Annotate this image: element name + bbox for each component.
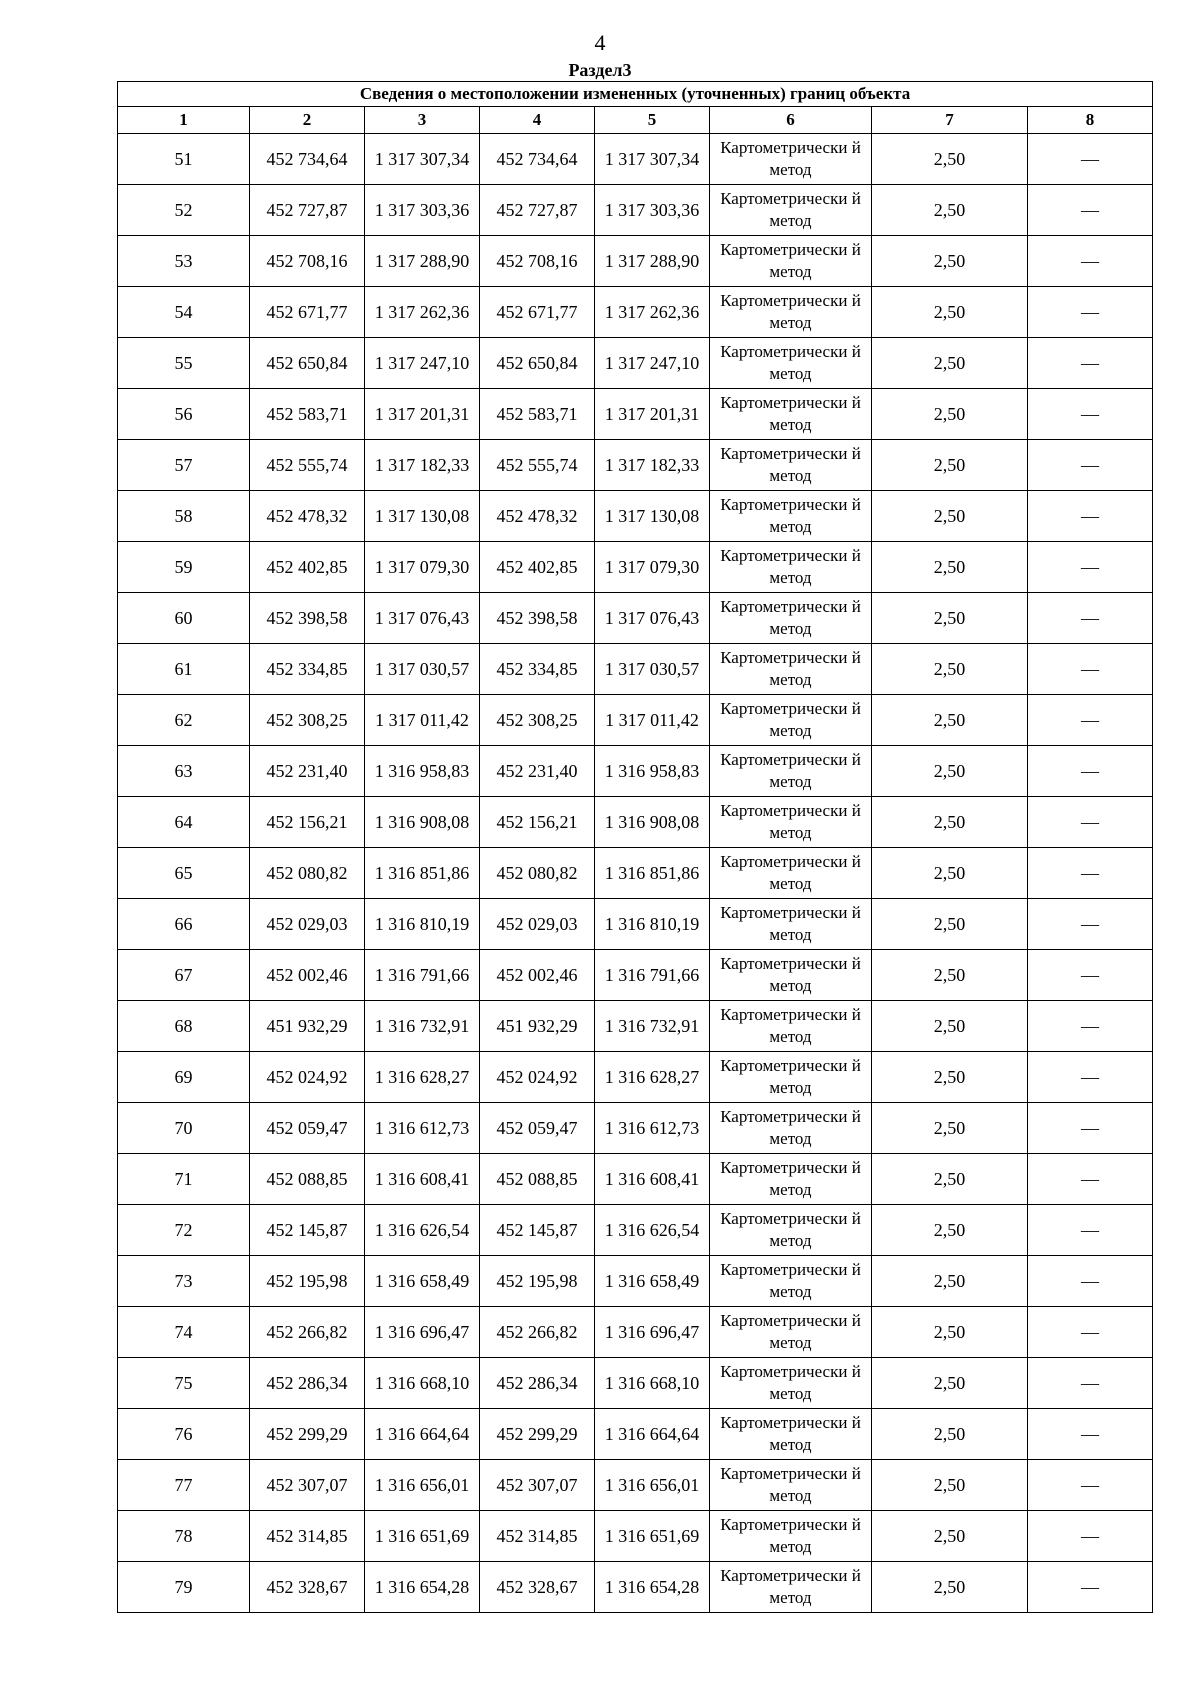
x-coordinate-cell: 452 024,92 [480,1052,595,1103]
accuracy-cell: 2,50 [872,644,1028,695]
x-coordinate-cell: 452 059,47 [480,1103,595,1154]
table-row [118,797,1153,848]
point-number-cell: 69 [118,1052,250,1103]
point-number-cell: 79 [118,1562,250,1613]
description-cell: — [1028,848,1153,899]
y-coordinate-cell: 1 317 030,57 [365,644,480,695]
y-coordinate-cell: 1 317 011,42 [365,695,480,746]
description-cell: — [1028,1511,1153,1562]
table-row [118,440,1153,491]
table-row [118,287,1153,338]
x-coordinate-cell: 452 299,29 [250,1409,365,1460]
description-cell: — [1028,1562,1153,1613]
description-cell: — [1028,1001,1153,1052]
y-coordinate-cell: 1 316 908,08 [595,797,710,848]
x-coordinate-cell: 452 314,85 [480,1511,595,1562]
accuracy-cell: 2,50 [872,1256,1028,1307]
accuracy-cell: 2,50 [872,338,1028,389]
accuracy-cell: 2,50 [872,1460,1028,1511]
x-coordinate-cell: 452 156,21 [250,797,365,848]
x-coordinate-cell: 452 231,40 [250,746,365,797]
point-number-cell: 78 [118,1511,250,1562]
point-number-cell: 70 [118,1103,250,1154]
description-cell: — [1028,542,1153,593]
y-coordinate-cell: 1 317 201,31 [595,389,710,440]
y-coordinate-cell: 1 316 626,54 [365,1205,480,1256]
description-cell: — [1028,746,1153,797]
table-row [118,1154,1153,1205]
method-cell: Картометрически й метод [710,236,872,287]
column-number-header: 2 [250,107,365,134]
point-number-cell: 54 [118,287,250,338]
y-coordinate-cell: 1 317 076,43 [595,593,710,644]
method-cell: Картометрически й метод [710,950,872,1001]
accuracy-cell: 2,50 [872,1103,1028,1154]
method-cell: Картометрически й метод [710,440,872,491]
method-cell: Картометрически й метод [710,1307,872,1358]
point-number-cell: 57 [118,440,250,491]
table-row [118,695,1153,746]
y-coordinate-cell: 1 316 851,86 [595,848,710,899]
x-coordinate-cell: 451 932,29 [480,1001,595,1052]
table-row [118,1205,1153,1256]
y-coordinate-cell: 1 316 612,73 [595,1103,710,1154]
table-row [118,950,1153,1001]
table-row [118,1307,1153,1358]
x-coordinate-cell: 452 398,58 [480,593,595,644]
point-number-cell: 58 [118,491,250,542]
method-cell: Картометрически й метод [710,1358,872,1409]
point-number-cell: 61 [118,644,250,695]
y-coordinate-cell: 1 317 130,08 [365,491,480,542]
column-number-header: 7 [872,107,1028,134]
x-coordinate-cell: 452 024,92 [250,1052,365,1103]
column-number-header: 6 [710,107,872,134]
table-row [118,1052,1153,1103]
accuracy-cell: 2,50 [872,134,1028,185]
x-coordinate-cell: 452 195,98 [250,1256,365,1307]
y-coordinate-cell: 1 317 307,34 [595,134,710,185]
x-coordinate-cell: 452 080,82 [250,848,365,899]
accuracy-cell: 2,50 [872,1511,1028,1562]
x-coordinate-cell: 452 307,07 [250,1460,365,1511]
x-coordinate-cell: 452 145,87 [480,1205,595,1256]
section-title: Раздел3 [568,60,632,80]
x-coordinate-cell: 452 555,74 [250,440,365,491]
method-cell: Картометрически й метод [710,695,872,746]
method-cell: Картометрически й метод [710,899,872,950]
y-coordinate-cell: 1 317 288,90 [365,236,480,287]
accuracy-cell: 2,50 [872,1562,1028,1613]
accuracy-cell: 2,50 [872,287,1028,338]
table-row [118,848,1153,899]
accuracy-cell: 2,50 [872,746,1028,797]
column-number-header: 5 [595,107,710,134]
y-coordinate-cell: 1 316 658,49 [365,1256,480,1307]
y-coordinate-cell: 1 317 079,30 [595,542,710,593]
y-coordinate-cell: 1 317 011,42 [595,695,710,746]
x-coordinate-cell: 452 299,29 [480,1409,595,1460]
y-coordinate-cell: 1 316 958,83 [365,746,480,797]
description-cell: — [1028,950,1153,1001]
method-cell: Картометрически й метод [710,1562,872,1613]
x-coordinate-cell: 452 314,85 [250,1511,365,1562]
column-number-header: 1 [118,107,250,134]
method-cell: Картометрически й метод [710,1460,872,1511]
table-row [118,1562,1153,1613]
description-cell: — [1028,1205,1153,1256]
y-coordinate-cell: 1 316 791,66 [595,950,710,1001]
y-coordinate-cell: 1 317 262,36 [595,287,710,338]
method-cell: Картометрически й метод [710,1205,872,1256]
table-row [118,1001,1153,1052]
y-coordinate-cell: 1 317 030,57 [595,644,710,695]
table-row [118,1358,1153,1409]
y-coordinate-cell: 1 316 696,47 [595,1307,710,1358]
x-coordinate-cell: 452 708,16 [250,236,365,287]
point-number-cell: 71 [118,1154,250,1205]
y-coordinate-cell: 1 316 654,28 [365,1562,480,1613]
description-cell: — [1028,491,1153,542]
x-coordinate-cell: 452 734,64 [480,134,595,185]
description-cell: — [1028,1103,1153,1154]
accuracy-cell: 2,50 [872,1154,1028,1205]
x-coordinate-cell: 452 334,85 [250,644,365,695]
x-coordinate-cell: 452 671,77 [250,287,365,338]
table-row [118,593,1153,644]
y-coordinate-cell: 1 316 608,41 [595,1154,710,1205]
y-coordinate-cell: 1 316 612,73 [365,1103,480,1154]
y-coordinate-cell: 1 317 262,36 [365,287,480,338]
description-cell: — [1028,389,1153,440]
column-number-header: 4 [480,107,595,134]
description-cell: — [1028,338,1153,389]
y-coordinate-cell: 1 316 732,91 [595,1001,710,1052]
y-coordinate-cell: 1 316 658,49 [595,1256,710,1307]
description-cell: — [1028,899,1153,950]
accuracy-cell: 2,50 [872,440,1028,491]
description-cell: — [1028,1409,1153,1460]
y-coordinate-cell: 1 316 651,69 [595,1511,710,1562]
point-number-cell: 59 [118,542,250,593]
accuracy-cell: 2,50 [872,1052,1028,1103]
method-cell: Картометрически й метод [710,593,872,644]
accuracy-cell: 2,50 [872,1001,1028,1052]
point-number-cell: 74 [118,1307,250,1358]
method-cell: Картометрически й метод [710,1256,872,1307]
table-row [118,134,1153,185]
point-number-cell: 67 [118,950,250,1001]
y-coordinate-cell: 1 316 810,19 [365,899,480,950]
method-cell: Картометрически й метод [710,1103,872,1154]
x-coordinate-cell: 452 231,40 [480,746,595,797]
x-coordinate-cell: 452 059,47 [250,1103,365,1154]
method-cell: Картометрически й метод [710,644,872,695]
table-row [118,899,1153,950]
x-coordinate-cell: 452 734,64 [250,134,365,185]
table-row [118,389,1153,440]
description-cell: — [1028,1307,1153,1358]
y-coordinate-cell: 1 316 908,08 [365,797,480,848]
accuracy-cell: 2,50 [872,542,1028,593]
x-coordinate-cell: 452 478,32 [250,491,365,542]
point-number-cell: 66 [118,899,250,950]
y-coordinate-cell: 1 317 079,30 [365,542,480,593]
point-number-cell: 75 [118,1358,250,1409]
x-coordinate-cell: 452 671,77 [480,287,595,338]
x-coordinate-cell: 452 080,82 [480,848,595,899]
description-cell: — [1028,593,1153,644]
point-number-cell: 63 [118,746,250,797]
point-number-cell: 72 [118,1205,250,1256]
x-coordinate-cell: 452 708,16 [480,236,595,287]
accuracy-cell: 2,50 [872,695,1028,746]
table-row [118,491,1153,542]
y-coordinate-cell: 1 317 288,90 [595,236,710,287]
point-number-cell: 60 [118,593,250,644]
x-coordinate-cell: 452 727,87 [250,185,365,236]
coordinates-table [117,81,1153,1613]
x-coordinate-cell: 452 286,34 [480,1358,595,1409]
point-number-cell: 65 [118,848,250,899]
x-coordinate-cell: 452 002,46 [250,950,365,1001]
table-row [118,1103,1153,1154]
y-coordinate-cell: 1 316 668,10 [365,1358,480,1409]
y-coordinate-cell: 1 316 664,64 [365,1409,480,1460]
x-coordinate-cell: 452 266,82 [480,1307,595,1358]
y-coordinate-cell: 1 317 247,10 [595,338,710,389]
y-coordinate-cell: 1 316 656,01 [365,1460,480,1511]
method-cell: Картометрически й метод [710,848,872,899]
description-cell: — [1028,185,1153,236]
y-coordinate-cell: 1 316 732,91 [365,1001,480,1052]
point-number-cell: 64 [118,797,250,848]
x-coordinate-cell: 452 308,25 [480,695,595,746]
table-row [118,1256,1153,1307]
method-cell: Картометрически й метод [710,491,872,542]
y-coordinate-cell: 1 316 654,28 [595,1562,710,1613]
y-coordinate-cell: 1 316 958,83 [595,746,710,797]
x-coordinate-cell: 452 156,21 [480,797,595,848]
description-cell: — [1028,1154,1153,1205]
y-coordinate-cell: 1 317 076,43 [365,593,480,644]
accuracy-cell: 2,50 [872,1205,1028,1256]
x-coordinate-cell: 452 478,32 [480,491,595,542]
y-coordinate-cell: 1 317 182,33 [365,440,480,491]
y-coordinate-cell: 1 317 182,33 [595,440,710,491]
method-cell: Картометрически й метод [710,542,872,593]
column-number-header: 8 [1028,107,1153,134]
y-coordinate-cell: 1 316 791,66 [365,950,480,1001]
y-coordinate-cell: 1 317 130,08 [595,491,710,542]
method-cell: Картометрически й метод [710,797,872,848]
description-cell: — [1028,797,1153,848]
point-number-cell: 51 [118,134,250,185]
accuracy-cell: 2,50 [872,1307,1028,1358]
accuracy-cell: 2,50 [872,848,1028,899]
table-caption: Сведения о местоположении измененных (уточненных) границ объекта [118,82,1153,107]
y-coordinate-cell: 1 316 668,10 [595,1358,710,1409]
x-coordinate-cell: 452 088,85 [250,1154,365,1205]
x-coordinate-cell: 452 145,87 [250,1205,365,1256]
description-cell: — [1028,644,1153,695]
x-coordinate-cell: 451 932,29 [250,1001,365,1052]
table-row [118,1511,1153,1562]
x-coordinate-cell: 452 555,74 [480,440,595,491]
x-coordinate-cell: 452 328,67 [480,1562,595,1613]
y-coordinate-cell: 1 316 656,01 [595,1460,710,1511]
table-body [118,134,1153,1613]
table-row [118,236,1153,287]
accuracy-cell: 2,50 [872,1409,1028,1460]
y-coordinate-cell: 1 316 664,64 [595,1409,710,1460]
point-number-cell: 73 [118,1256,250,1307]
point-number-cell: 52 [118,185,250,236]
x-coordinate-cell: 452 029,03 [480,899,595,950]
table-row [118,1409,1153,1460]
x-coordinate-cell: 452 583,71 [480,389,595,440]
table-row [118,1460,1153,1511]
y-coordinate-cell: 1 316 696,47 [365,1307,480,1358]
method-cell: Картометрически й метод [710,134,872,185]
x-coordinate-cell: 452 308,25 [250,695,365,746]
accuracy-cell: 2,50 [872,1358,1028,1409]
point-number-cell: 68 [118,1001,250,1052]
accuracy-cell: 2,50 [872,491,1028,542]
y-coordinate-cell: 1 316 626,54 [595,1205,710,1256]
table-row [118,542,1153,593]
x-coordinate-cell: 452 307,07 [480,1460,595,1511]
table-row [118,185,1153,236]
accuracy-cell: 2,50 [872,797,1028,848]
y-coordinate-cell: 1 317 303,36 [595,185,710,236]
method-cell: Картометрически й метод [710,1052,872,1103]
column-number-row [118,107,1153,134]
method-cell: Картометрически й метод [710,1511,872,1562]
method-cell: Картометрически й метод [710,746,872,797]
description-cell: — [1028,287,1153,338]
method-cell: Картометрически й метод [710,287,872,338]
point-number-cell: 77 [118,1460,250,1511]
method-cell: Картометрически й метод [710,1001,872,1052]
x-coordinate-cell: 452 727,87 [480,185,595,236]
x-coordinate-cell: 452 088,85 [480,1154,595,1205]
description-cell: — [1028,1460,1153,1511]
y-coordinate-cell: 1 316 810,19 [595,899,710,950]
description-cell: — [1028,134,1153,185]
description-cell: — [1028,695,1153,746]
x-coordinate-cell: 452 402,85 [250,542,365,593]
description-cell: — [1028,1256,1153,1307]
accuracy-cell: 2,50 [872,899,1028,950]
page-number: 4 [594,30,606,55]
x-coordinate-cell: 452 002,46 [480,950,595,1001]
table-row [118,644,1153,695]
method-cell: Картометрически й метод [710,185,872,236]
y-coordinate-cell: 1 317 247,10 [365,338,480,389]
x-coordinate-cell: 452 029,03 [250,899,365,950]
method-cell: Картометрически й метод [710,1154,872,1205]
description-cell: — [1028,1358,1153,1409]
y-coordinate-cell: 1 316 651,69 [365,1511,480,1562]
accuracy-cell: 2,50 [872,389,1028,440]
table-caption-row [118,82,1153,107]
description-cell: — [1028,440,1153,491]
x-coordinate-cell: 452 650,84 [480,338,595,389]
y-coordinate-cell: 1 316 628,27 [595,1052,710,1103]
y-coordinate-cell: 1 317 201,31 [365,389,480,440]
description-cell: — [1028,1052,1153,1103]
point-number-cell: 53 [118,236,250,287]
table-row [118,746,1153,797]
point-number-cell: 56 [118,389,250,440]
point-number-cell: 62 [118,695,250,746]
y-coordinate-cell: 1 316 608,41 [365,1154,480,1205]
table-row [118,338,1153,389]
accuracy-cell: 2,50 [872,950,1028,1001]
point-number-cell: 76 [118,1409,250,1460]
y-coordinate-cell: 1 316 628,27 [365,1052,480,1103]
accuracy-cell: 2,50 [872,185,1028,236]
y-coordinate-cell: 1 316 851,86 [365,848,480,899]
method-cell: Картометрически й метод [710,338,872,389]
x-coordinate-cell: 452 328,67 [250,1562,365,1613]
accuracy-cell: 2,50 [872,593,1028,644]
x-coordinate-cell: 452 402,85 [480,542,595,593]
point-number-cell: 55 [118,338,250,389]
x-coordinate-cell: 452 266,82 [250,1307,365,1358]
y-coordinate-cell: 1 317 303,36 [365,185,480,236]
x-coordinate-cell: 452 334,85 [480,644,595,695]
x-coordinate-cell: 452 583,71 [250,389,365,440]
accuracy-cell: 2,50 [872,236,1028,287]
description-cell: — [1028,236,1153,287]
x-coordinate-cell: 452 650,84 [250,338,365,389]
column-number-header: 3 [365,107,480,134]
y-coordinate-cell: 1 317 307,34 [365,134,480,185]
x-coordinate-cell: 452 398,58 [250,593,365,644]
x-coordinate-cell: 452 195,98 [480,1256,595,1307]
x-coordinate-cell: 452 286,34 [250,1358,365,1409]
method-cell: Картометрически й метод [710,1409,872,1460]
method-cell: Картометрически й метод [710,389,872,440]
